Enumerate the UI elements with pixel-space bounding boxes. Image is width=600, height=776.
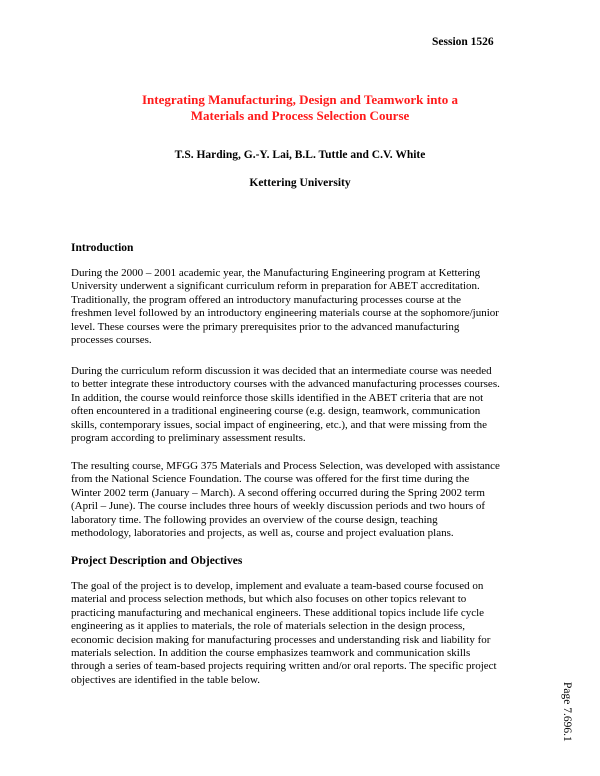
- section-heading-project-description: Project Description and Objectives: [71, 555, 243, 567]
- text-line: In addition, the course would reinforce those skills identified in the ABET criteria that are not: [71, 391, 484, 404]
- text-line: During the curriculum reform discussion it was decided that an intermediate course was needed: [71, 365, 492, 377]
- text-line: program according to preliminary assessment results.: [71, 432, 306, 445]
- text-line: University underwent a significant curriculum reform in preparation for ABET accreditation.: [71, 280, 480, 293]
- text-line: objectives are identified in the table below.: [71, 673, 260, 686]
- author-list: T.S. Harding, G.-Y. Lai, B.L. Tuttle and C.V. White: [174, 149, 426, 161]
- text-line: through a series of team-based projects requiring written and/or oral reports. The specific project: [71, 660, 497, 673]
- text-line: skills, contemporary issues, social impact of engineering, etc.), and that were missing from the: [71, 418, 488, 431]
- text-line: The resulting course, MFGG 375 Materials and Process Selection, was developed with assistance: [71, 460, 500, 472]
- session-number: Session 1526: [432, 36, 494, 48]
- text-line: economic decision making for manufacturing processes and understanding risk and liability for: [71, 633, 491, 646]
- text-line: (April – June). The course includes three hours of weekly discussion periods and two hours of: [71, 500, 486, 513]
- text-line: During the 2000 – 2001 academic year, the Manufacturing Engineering program at Kettering: [71, 267, 481, 279]
- paper-title: [60, 92, 540, 124]
- text-line: materials selection. In addition the course emphasizes teamwork and communication skills: [71, 647, 471, 660]
- text-line: The goal of the project is to develop, implement and evaluate a team-based course focused on: [71, 580, 484, 592]
- title-line: Materials and Process Selection Course: [190, 108, 410, 123]
- text-line: practicing manufacturing and mechanical engineers. These additional topics include life cycle: [71, 606, 485, 619]
- text-line: methodology, laboratories and projects, as well as, course and project evaluation plans.: [71, 527, 454, 540]
- text-line: freshmen level followed by an introductory engineering materials course at the sophomore/junior: [71, 307, 499, 320]
- title-line: Integrating Manufacturing, Design and Teamwork into a: [142, 92, 458, 107]
- text-line: level. These courses were the primary prerequisites prior to the advanced manufacturing: [71, 320, 460, 333]
- paragraph-intro-2: [71, 365, 531, 445]
- text-line: processes courses.: [71, 334, 152, 347]
- page-number-stamp: Page 7.696.1: [561, 682, 573, 742]
- text-line: from the National Science Foundation. The course was offered for the first time during the: [71, 473, 470, 486]
- text-line: laboratory time. The following provides an overview of the course design, teaching: [71, 513, 438, 526]
- text-line: Traditionally, the program offered an introductory manufacturing processes course at the: [71, 293, 461, 306]
- text-line: often encountered in a traditional engineering course (e.g. design, teamwork, communication: [71, 405, 481, 418]
- text-line: Winter 2002 term (January – March). A second offering occurred during the Spring 2002 term: [71, 486, 485, 499]
- text-line: to better integrate these introductory courses with the advanced manufacturing processes courses.: [71, 378, 500, 391]
- paragraph-intro-1: [71, 267, 531, 347]
- paragraph-project-1: [71, 580, 531, 687]
- affiliation: Kettering University: [249, 177, 351, 189]
- paragraph-intro-3: [71, 460, 531, 540]
- text-line: engineering as it applies to materials, the role of materials selection in the design process,: [71, 620, 466, 633]
- section-heading-introduction: Introduction: [71, 242, 134, 254]
- text-line: material and process selection methods, but which also focuses on other topics relevant to: [71, 593, 467, 606]
